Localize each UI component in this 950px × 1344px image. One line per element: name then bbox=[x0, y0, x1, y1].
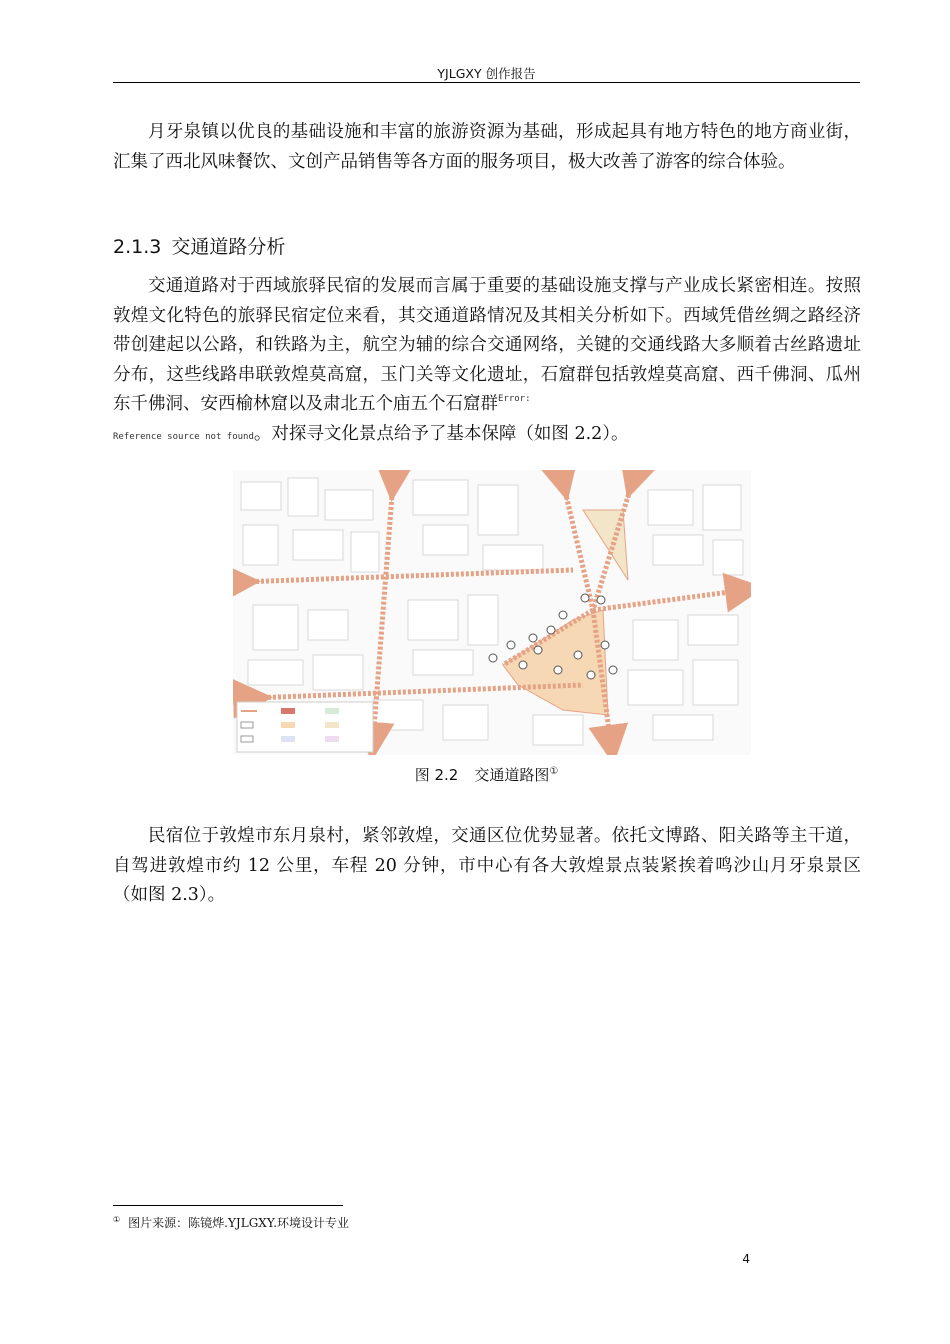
traffic-road-map-graphic bbox=[233, 470, 751, 755]
figure-caption bbox=[113, 764, 860, 785]
paragraph-location: 民宿位于敦煌市东月泉村，紧邻敦煌，交通区位优势显著。依托文博路、阳关路等主干道，自驾进敦煌市约 12 公里，车程 20 分钟，市中心有各大敦煌景点装紧挨着鸣沙山月牙泉景区（如图 2.3）。 bbox=[113, 826, 861, 905]
reference-error-sup: Error: bbox=[498, 394, 531, 404]
page-number: 4 bbox=[742, 1252, 750, 1266]
header-rule bbox=[113, 82, 860, 83]
reference-error-inline: Reference source not found bbox=[113, 431, 254, 442]
map-legend bbox=[237, 702, 373, 752]
paragraph-traffic-main: 交通道路对于西域旅驿民宿的发展而言属于重要的基础设施支撑与产业成长紧密相连。按照敦煌文化特色的旅驿民宿定位来看，其交通道路情况及其相关分析如下。西域凭借丝绸之路经济带创建起以公路，和铁路为主，航空为辅的综合交通网络，关键的交通线路大多顺着古丝路遗址分布，这些线路串联敦煌莫高窟，玉门关等文化遗址，石窟群包括敦煌莫高窟、西千佛洞、瓜州东千佛洞、安西榆林窟以及肃北五个庙五个石窟群 bbox=[113, 276, 861, 414]
paragraph-traffic-tail: 。对探寻文化景点给予了基本保障（如图 2.2）。 bbox=[253, 423, 629, 444]
figure-title: 交通道路图 bbox=[474, 766, 550, 784]
section-number: 2.1.3 bbox=[113, 236, 162, 258]
traffic-road-map bbox=[233, 470, 751, 755]
footnote bbox=[113, 1214, 349, 1231]
footnote-text: 图片来源：陈镜烨.YJLGXY.环境设计专业 bbox=[128, 1216, 350, 1230]
figure-footnote-mark[interactable]: ① bbox=[549, 766, 559, 777]
paragraph-traffic bbox=[113, 272, 861, 452]
footnote-rule bbox=[113, 1205, 343, 1206]
running-header: YJLGXY 创作报告 bbox=[437, 66, 536, 81]
paragraph-commerce: 月牙泉镇以优良的基础设施和丰富的旅游资源为基础，形成起具有地方特色的地方商业街，汇集了西北风味餐饮、文创产品销售等各方面的服务项目，极大改善了游客的综合体验。 bbox=[113, 122, 861, 172]
section-heading bbox=[113, 232, 285, 259]
figure-number: 图 2.2 bbox=[414, 766, 459, 784]
section-title: 交通道路分析 bbox=[171, 236, 286, 258]
footnote-mark: ① bbox=[113, 1215, 121, 1224]
